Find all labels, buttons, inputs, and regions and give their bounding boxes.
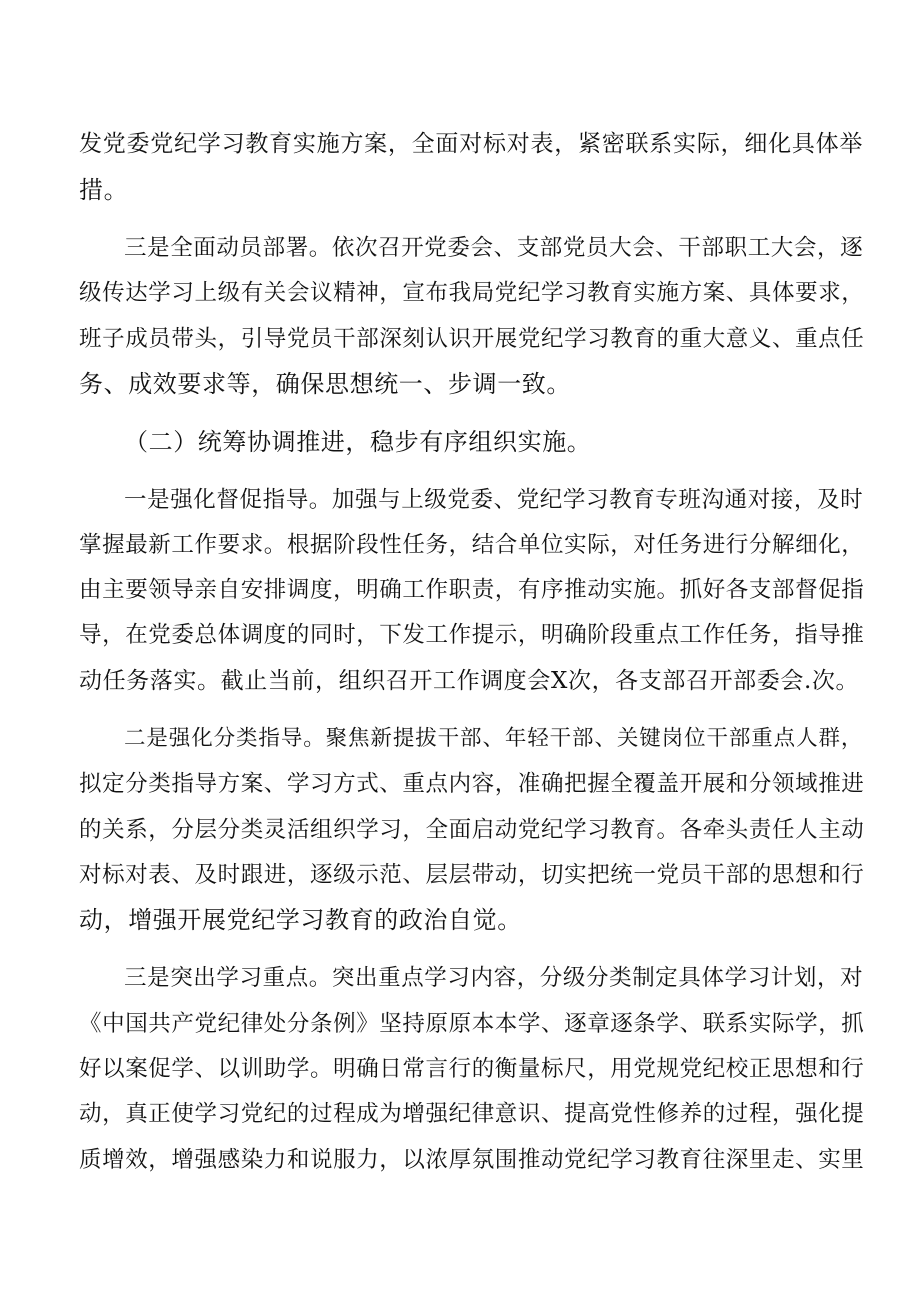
paragraph-line: 由主要领导亲自安排调度，明确工作职责，有序推动实施。抓好各支部督促指 xyxy=(79,577,865,603)
paragraph-line: 的关系，分层分类灵活组织学习，全面启动党纪学习教育。各牵头责任人主动 xyxy=(79,817,865,843)
paragraph-line: 级传达学习上级有关会议精神，宣布我局党纪学习教育实施方案、具体要求， xyxy=(79,280,865,306)
paragraph-line: 一是强化督促指导。加强与上级党委、党纪学习教育专班沟通对接，及时 xyxy=(124,487,864,513)
paragraph-line: 二是强化分类指导。聚焦新提拔干部、年轻干部、关键岗位干部重点人群， xyxy=(124,726,863,751)
paragraph-line: 《中国共产党纪律处分条例》坚持原原本本学、逐章逐条学、联系实际学，抓 xyxy=(79,1011,865,1037)
paragraph-line: 务、成效要求等，确保思想统一、步调一致。 xyxy=(79,370,571,398)
paragraph-line: 动任务落实。截止当前，组织召开工作调度会X次，各支部召开部委会.次。 xyxy=(79,668,860,694)
paragraph-line: 掌握最新工作要求。根据阶段性任务，结合单位实际，对任务进行分解细化， xyxy=(79,532,865,558)
paragraph-line: 措。 xyxy=(79,176,129,204)
paragraph-line: 发党委党纪学习教育实施方案，全面对标对表，紧密联系实际，细化具体举 xyxy=(79,131,863,157)
paragraph-line: 质增效，增强感染力和说服力，以浓厚氛围推动党纪学习教育往深里走、实里 xyxy=(79,1147,865,1173)
paragraph-line: 好以案促学、以训助学。明确日常言行的衡量标尺，用党规党纪校正思想和行 xyxy=(79,1056,865,1082)
paragraph-line: 导，在党委总体调度的同时，下发工作提示，明确阶段重点工作任务，指导推 xyxy=(79,622,865,648)
paragraph-line: 班子成员带头，引导党员干部深刻认识开展党纪学习教育的重大意义、重点任 xyxy=(79,326,865,352)
paragraph-line: 动，增强开展党纪学习教育的政治自觉。 xyxy=(79,906,522,934)
paragraph-line: 三是突出学习重点。突出重点学习内容，分级分类制定具体学习计划，对 xyxy=(124,965,864,991)
paragraph-line: 对标对表、及时跟进，逐级示范、层层带动，切实把统一党员干部的思想和行 xyxy=(79,862,865,888)
paragraph-line: 动，真正使学习党纪的过程成为增强纪律意识、提高党性修养的过程，强化提 xyxy=(79,1101,865,1127)
paragraph-line: 三是全面动员部署。依次召开党委会、支部党员大会、干部职工大会，逐 xyxy=(124,235,864,261)
paragraph-line: 拟定分类指导方案、学习方式、重点内容，准确把握全覆盖开展和分领域推进 xyxy=(79,771,865,797)
section-heading: （二）统筹协调推进，稳步有序组织实施。 xyxy=(124,428,592,456)
